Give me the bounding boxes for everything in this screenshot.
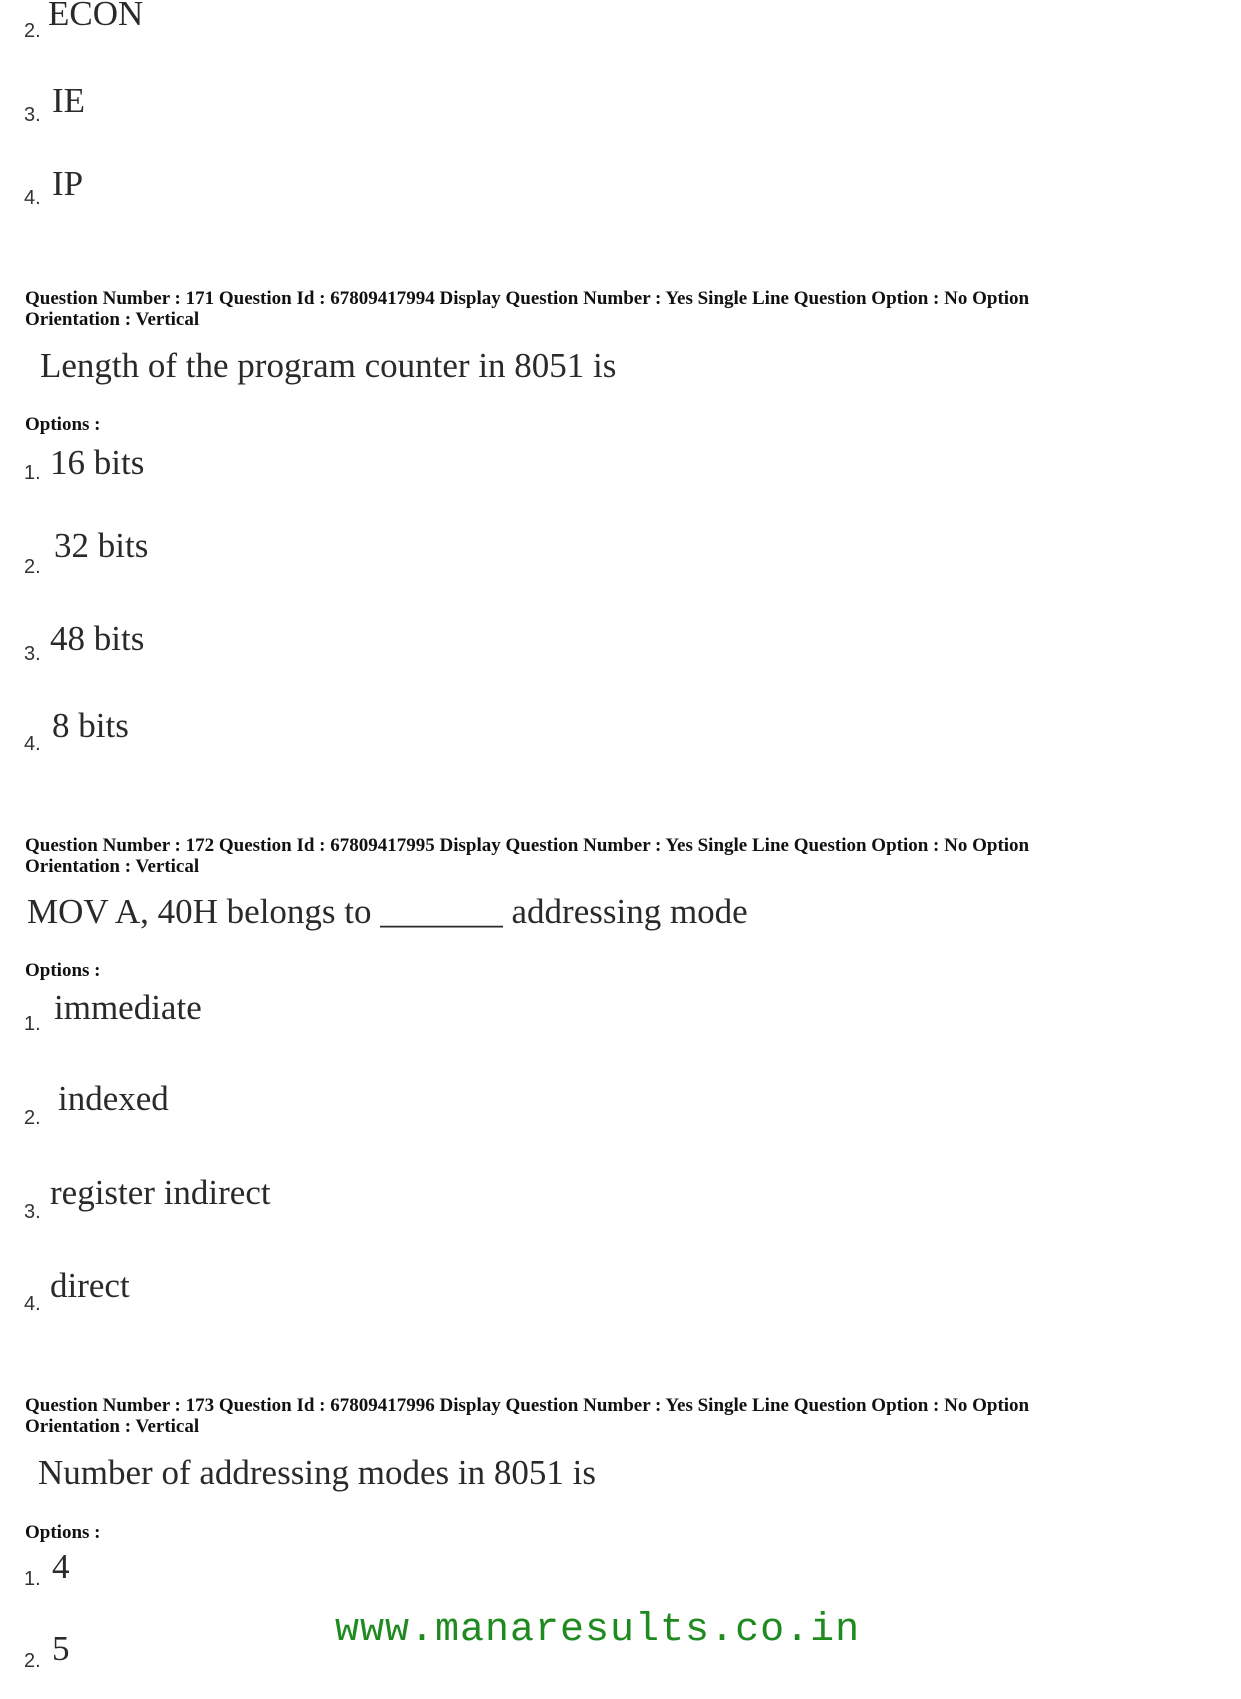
question-text: Number of addressing modes in 8051 is [38,1453,596,1492]
option-text: 4 [52,1547,70,1586]
option-text: direct [50,1266,130,1305]
option-number: 3. [24,1201,41,1223]
option-text: 8 bits [52,706,129,745]
option-number: 1. [24,462,41,484]
option-text: immediate [54,988,202,1027]
question-meta-line1: Question Number : 172 Question Id : 67809417995 Display Question Number : Yes Single Line Question Option : No Option [25,835,1030,856]
option-number: 4. [24,1293,41,1315]
option-text: ECON [48,0,144,33]
option-number: 1. [24,1013,41,1035]
option-number: 3. [24,643,41,665]
question-meta [25,288,1195,330]
option-text: IE [52,81,86,120]
question-meta [25,1395,1195,1437]
option-number: 3. [24,104,41,126]
option-text: 48 bits [50,619,145,658]
options-label: Options : [25,1522,101,1543]
option-number: 1. [24,1568,41,1590]
question-meta-line2: Orientation : Vertical [25,309,200,330]
options-label: Options : [25,414,101,435]
option-number: 2. [24,1650,41,1672]
option-text: indexed [58,1079,169,1118]
question-text: MOV A, 40H belongs to _______ addressing mode [27,892,748,931]
question-meta-line1: Question Number : 171 Question Id : 67809417994 Display Question Number : Yes Single Line Question Option : No Option [25,288,1030,309]
question-meta-line1: Question Number : 173 Question Id : 67809417996 Display Question Number : Yes Single Line Question Option : No Option [25,1395,1030,1416]
option-number: 4. [24,733,41,755]
option-number: 2. [24,1107,41,1129]
option-text: 16 bits [50,443,145,482]
question-meta-line2: Orientation : Vertical [25,1416,200,1437]
option-text: register indirect [50,1173,271,1212]
option-number: 4. [24,187,41,209]
question-text: Length of the program counter in 8051 is [40,346,617,385]
options-label: Options : [25,960,101,981]
option-number: 2. [24,556,41,578]
watermark-url: www.manaresults.co.in [335,1608,861,1653]
question-meta-line2: Orientation : Vertical [25,856,200,877]
option-text: IP [52,164,84,203]
option-text: 32 bits [54,526,149,565]
option-text: 5 [52,1629,70,1668]
question-meta [25,835,1195,877]
option-number: 2. [24,20,41,42]
